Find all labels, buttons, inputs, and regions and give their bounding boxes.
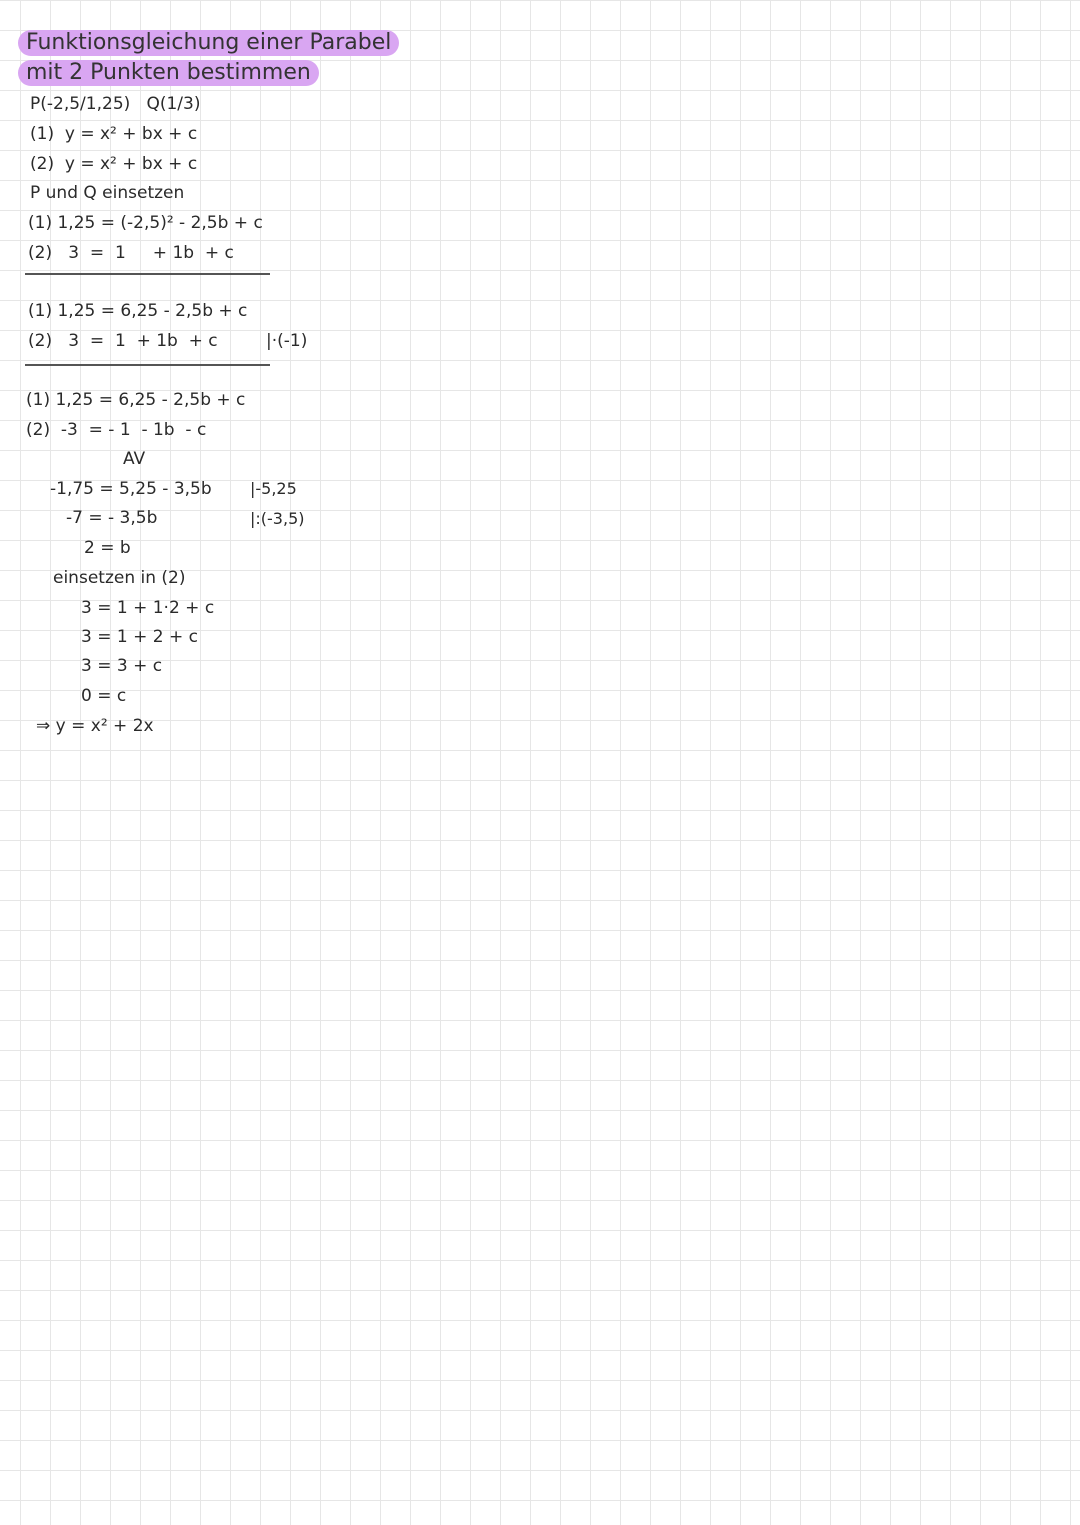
solve-line-2-note: |:(-3,5) bbox=[250, 509, 305, 528]
solve-line-1-note: |-5,25 bbox=[250, 479, 297, 498]
insert-line-3: 3 = 3 + c bbox=[81, 656, 163, 676]
step1-equation-1: (1) 1,25 = (-2,5)² - 2,5b + c bbox=[28, 213, 263, 233]
step3-equation-2: (2) -3 = - 1 - 1b - c bbox=[26, 420, 207, 440]
solve-line-1: -1,75 = 5,25 - 3,5b bbox=[50, 479, 212, 499]
addition-label: AV bbox=[123, 449, 146, 469]
equation-2: (2) y = x² + bx + c bbox=[30, 154, 198, 174]
given-points: P(-2,5/1,25) Q(1/3) bbox=[30, 94, 201, 114]
title-line-2: mit 2 Punkten bestimmen bbox=[18, 60, 319, 86]
insert-line-4: 0 = c bbox=[81, 686, 127, 706]
insert-line-2: 3 = 1 + 2 + c bbox=[81, 627, 198, 647]
equation-1: (1) y = x² + bx + c bbox=[30, 124, 198, 144]
divider-1 bbox=[25, 273, 270, 275]
title-line-1: Funktionsgleichung einer Parabel bbox=[18, 30, 399, 56]
solve-line-2: -7 = - 3,5b bbox=[66, 508, 158, 528]
insert-label: einsetzen in (2) bbox=[53, 568, 186, 588]
substitute-label: P und Q einsetzen bbox=[30, 183, 185, 203]
divider-2 bbox=[25, 364, 270, 366]
insert-line-1: 3 = 1 + 1·2 + c bbox=[81, 598, 215, 618]
step1-equation-2: (2) 3 = 1 + 1b + c bbox=[28, 243, 234, 263]
step2-equation-2: (2) 3 = 1 + 1b + c bbox=[28, 331, 218, 351]
result-equation: ⇒ y = x² + 2x bbox=[36, 716, 154, 736]
step2-equation-1: (1) 1,25 = 6,25 - 2,5b + c bbox=[28, 301, 248, 321]
solve-line-3: 2 = b bbox=[84, 538, 131, 558]
step2-note: |·(-1) bbox=[266, 331, 308, 351]
step3-equation-1: (1) 1,25 = 6,25 - 2,5b + c bbox=[26, 390, 246, 410]
